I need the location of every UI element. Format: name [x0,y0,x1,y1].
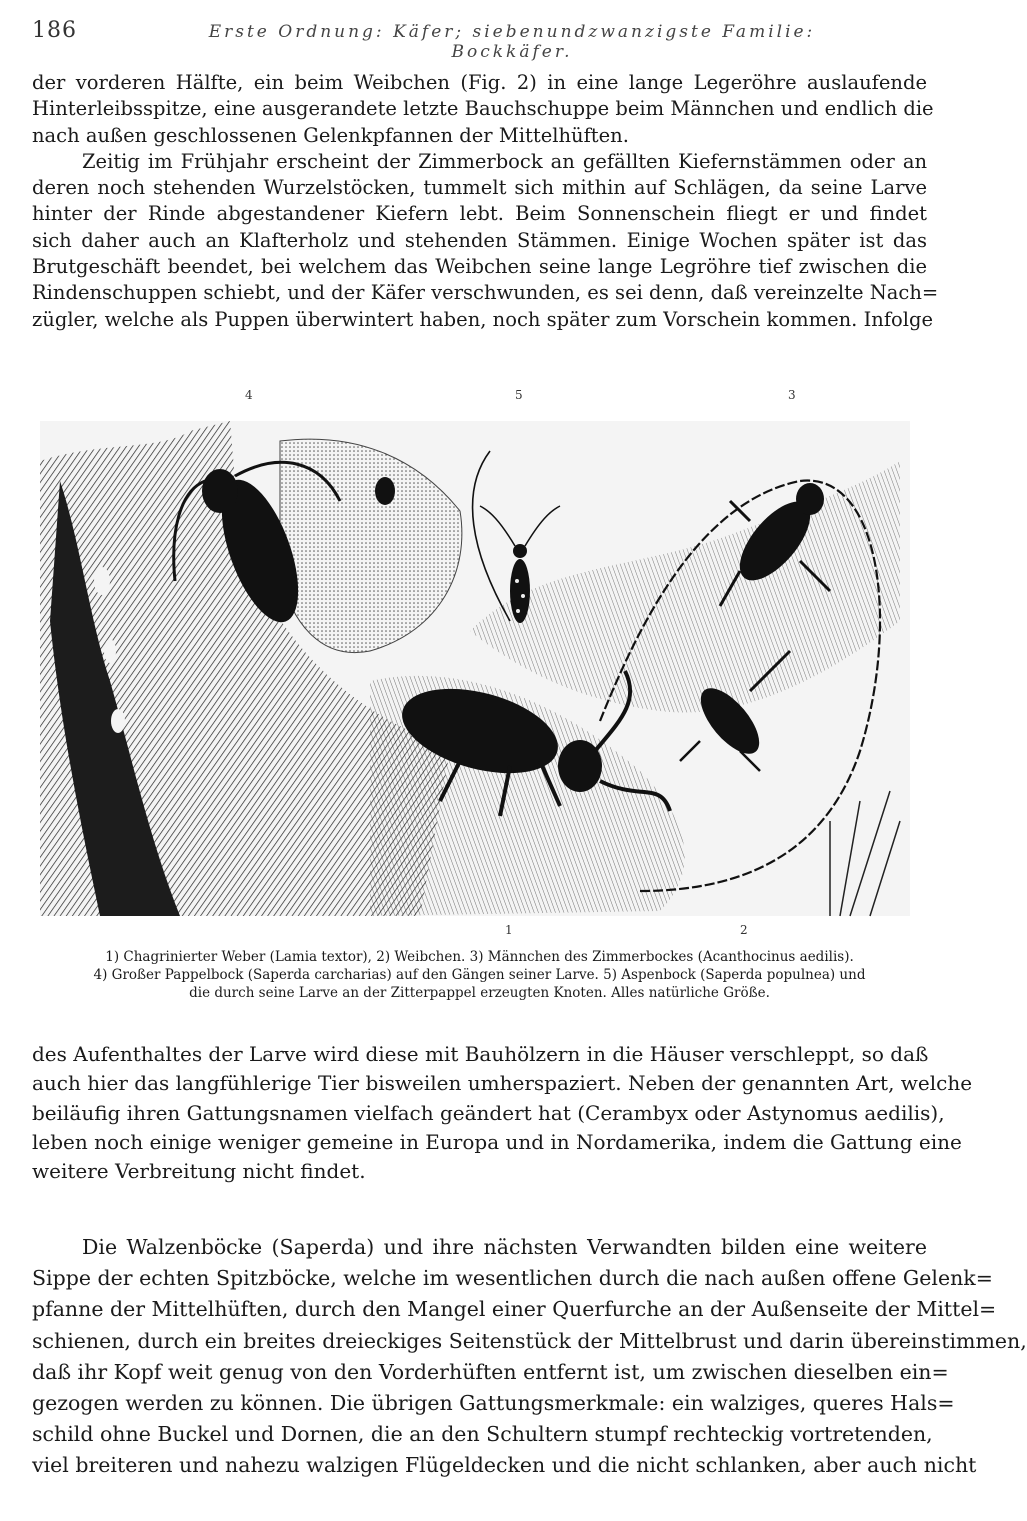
engraving-plate [40,421,910,916]
running-title: Erste Ordnung: Käfer; siebenundzwanzigste Familie: Bockkäfer. [208,22,816,62]
page-header [32,18,927,62]
text-line: viel breiteren und nahezu walzigen Flügeldecken und die nicht schlanken, aber auch nicht [32,1453,977,1478]
figure-number: 3 [788,388,796,402]
caption-line: 4) Großer Pappelbock (Saperda carcharias) auf den Gängen seiner Larve. 5) Aspenbock (Saperda populnea) und [93,967,866,983]
text-line: Sippe der echten Spitzböcke, welche im wesentlichen durch die nach außen offene Gelenk= [32,1266,993,1291]
figure-number: 1 [505,923,513,937]
figure-number: 2 [740,923,748,937]
text-line: Hinterleibsspitze, eine ausgerandete letzte Bauchschuppe beim Männchen und endlich die [32,97,934,121]
text-line: hinter der Rinde abgestandener Kiefern lebt. Beim Sonnenschein fliegt er und findet [32,202,927,226]
beetle-illustration [40,383,910,943]
caption-line: 1) Chagrinierter Weber (Lamia textor), 2) Weibchen. 3) Männchen des Zimmerbockes (Acanthocinus aedilis). [105,949,854,965]
text-line: Brutgeschäft beendet, bei welchem das Weibchen seine lange Legröhre tief zwischen die [32,255,927,279]
paragraph-zimmerbock [32,70,939,333]
page-number: 186 [32,18,77,43]
figure-number: 4 [245,388,253,402]
text-line: auch hier das langfühlerige Tier bisweilen umherspaziert. Neben der genannten Art, welche [32,1071,973,1096]
text-line: daß ihr Kopf weit genug von den Vorderhüften entfernt ist, um zwischen dieselben ein= [32,1359,949,1384]
text-line: schienen, durch ein breites dreieckiges Seitenstück der Mittelbrust und darin übereinstimmen, [32,1328,1027,1353]
figure-caption [32,948,927,1002]
caption-line: die durch seine Larve an der Zitterpappel erzeugten Knoten. Alles natürliche Größe. [189,985,770,1001]
text-line: gezogen werden zu können. Die übrigen Gattungsmerkmale: ein walziges, queres Hals= [32,1390,955,1415]
text-line: zügler, welche als Puppen überwintert haben, noch später zum Vorschein kommen. Infolge [32,307,934,331]
text-line: nach außen geschlossenen Gelenkpfannen der Mittelhüften. [32,123,629,147]
text-line: weitere Verbreitung nicht findet. [32,1159,366,1184]
text-line: sich daher auch an Klafterholz und stehenden Stämmen. Einige Wochen später ist das [32,228,927,252]
text-line: beiläufig ihren Gattungsnamen vielfach geändert hat (Cerambyx oder Astynomus aedilis), [32,1100,945,1125]
text-line: der vorderen Hälfte, ein beim Weibchen (Fig. 2) in eine lange Legeröhre auslaufende [32,71,927,94]
text-line: leben noch einige weniger gemeine in Europa und in Nordamerika, indem die Gattung eine [32,1129,962,1154]
text-line: Die Walzenböcke (Saperda) und ihre nächsten Verwandten bilden eine weitere [82,1235,927,1259]
text-line: Zeitig im Frühjahr erscheint der Zimmerbock an gefällten Kiefernstämmen oder an [82,149,927,173]
text-line: pfanne der Mittelhüften, durch den Mangel einer Querfurche an der Außenseite der Mittel= [32,1297,997,1322]
text-line: deren noch stehenden Wurzelstöcken, tummelt sich mithin auf Schlägen, da seine Larve [32,176,927,200]
text-line: Rindenschuppen schiebt, und der Käfer verschwunden, es sei denn, daß vereinzelte Nach= [32,281,939,305]
text-line: des Aufenthaltes der Larve wird diese mit Bauhölzern in die Häuser verschleppt, so daß [32,1042,929,1066]
figure-number: 5 [515,388,523,402]
paragraph-aufenthalt [32,1040,973,1186]
paragraph-walzenboecke [32,1232,1027,1482]
text-line: schild ohne Buckel und Dornen, die an den Schultern stumpf rechteckig vortretenden, [32,1422,933,1447]
